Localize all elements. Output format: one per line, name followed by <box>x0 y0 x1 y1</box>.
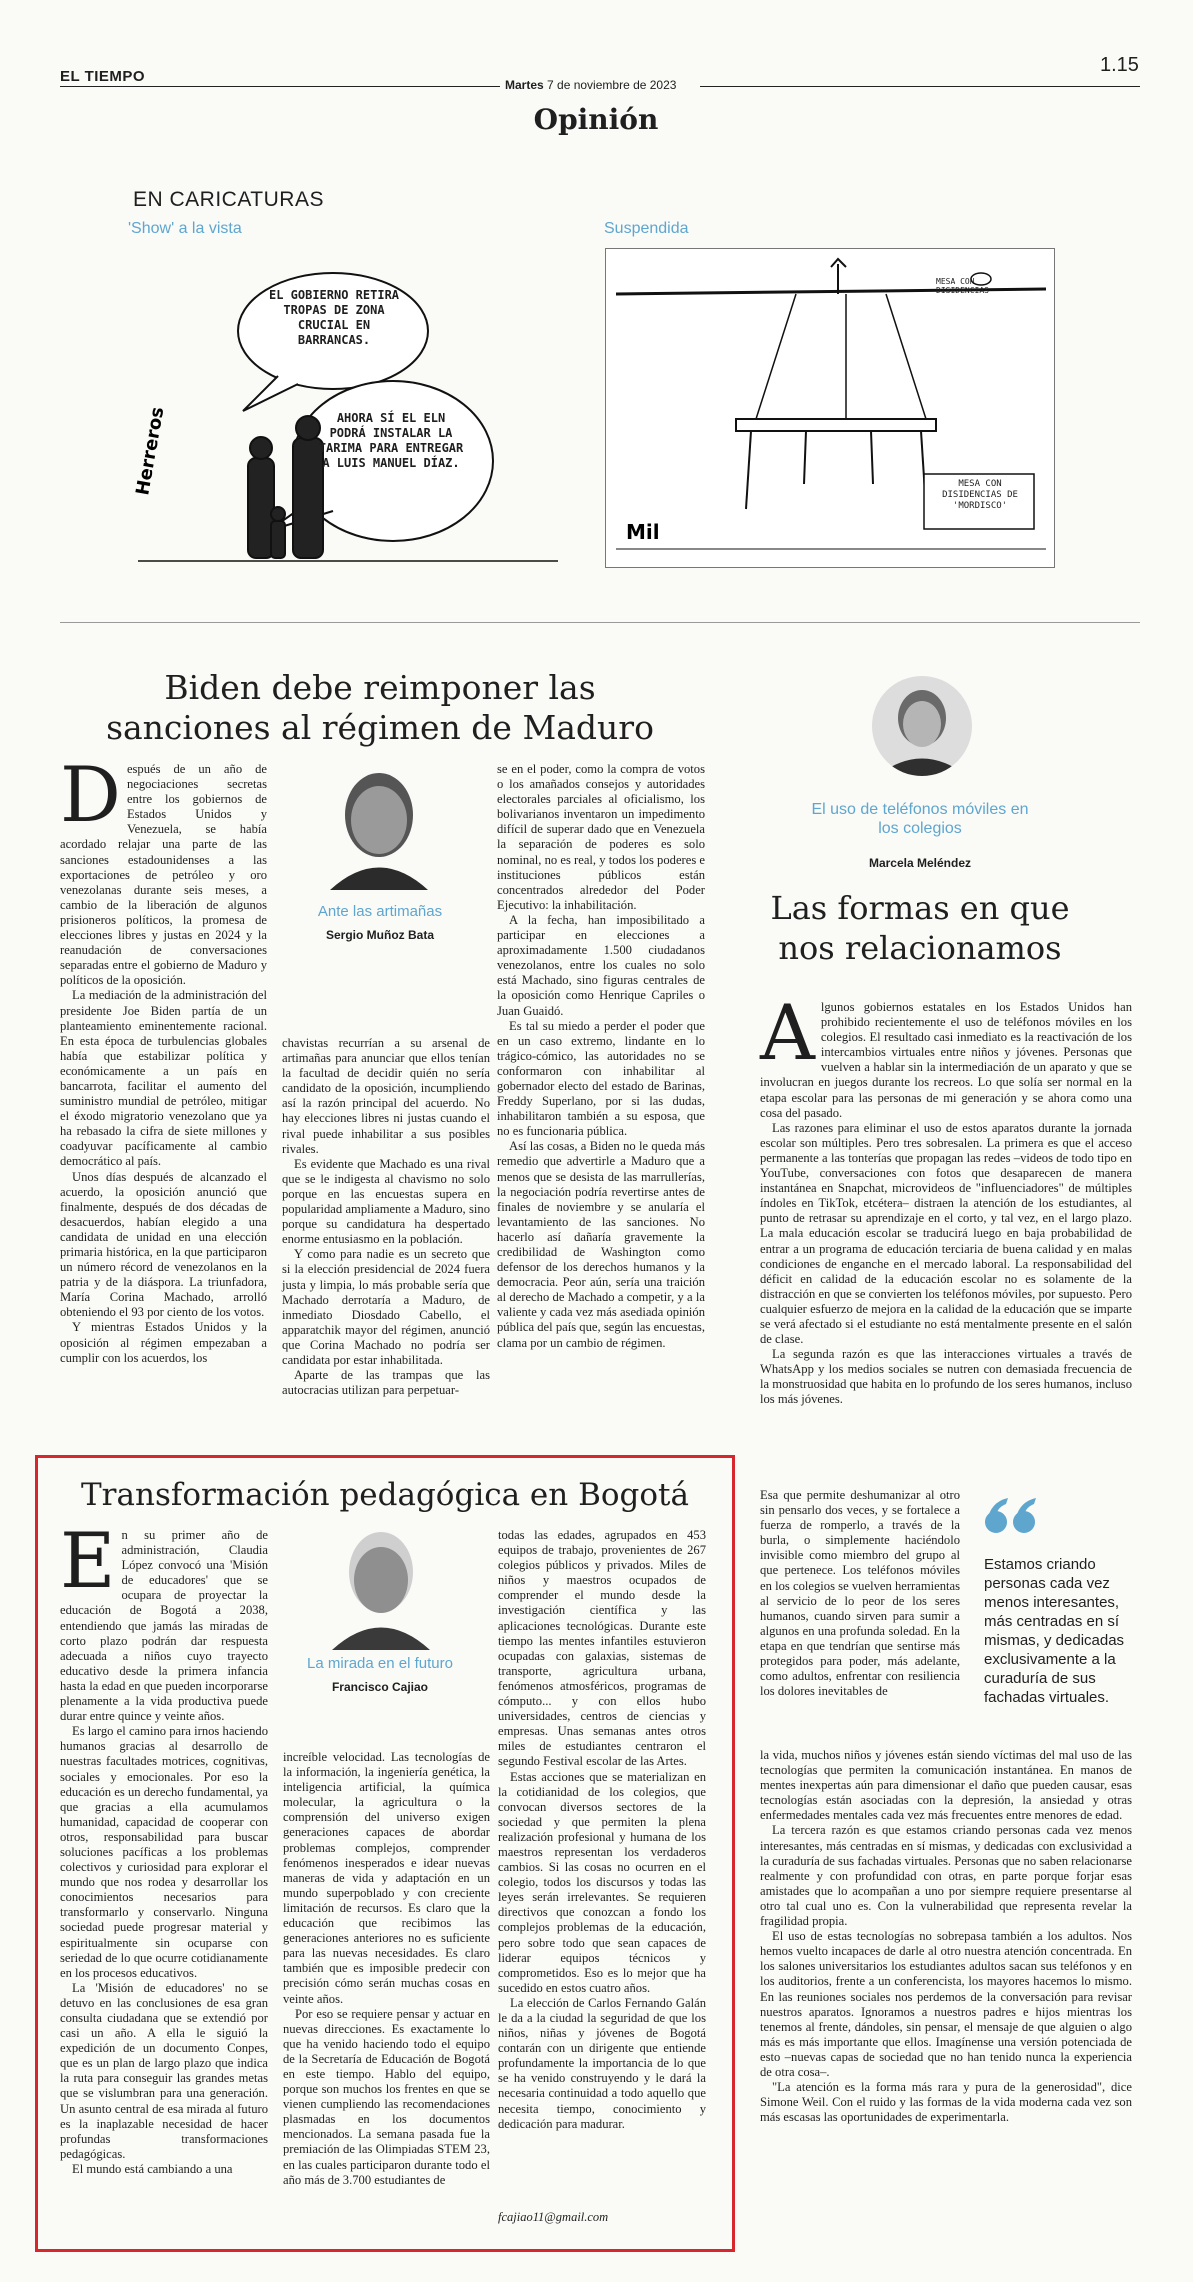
article2-col3-p2: Estas acciones que se materializan en la cotidianidad de los colegios, que convocan diversos sectores de la sociedad y que permiten la plena realización profesional y humana de los maestros representan los verdaderos cambios. Si las cosas no ocurren en el colegio, todos los discursos y todas las leyes serán irrelevantes. Se requieren directivos que conozcan a fondo los complejos problemas de la educación, pero sobre todo que sean capaces de liderar equipos técnicos y comprometidos. Eso es lo mejor que ha sucedido en estos cuatro años. <box>498 1769 706 1995</box>
article3-col-mid <box>760 1488 960 1699</box>
header-rule-right <box>700 86 1140 87</box>
article1-col2 <box>282 1036 490 1398</box>
article1-col2-p1: chavistas recurrían a su arsenal de artimañas para anunciar que ellos tenían la facultad de decidir quién no sería candidato de la oposición, incumpliendo así la razón principal del acuerdo. No hay elecciones libres ni justas cuando el rival puede inhabilitar a sus posibles rivales. <box>282 1036 490 1156</box>
article3-top-p3: La segunda razón es que las interacciones virtuales a través de WhatsApp y los medios sociales se nutren con demasiada frecuencia de la monstruosidad que habita en lo profundo de los seres humanos, incluso los más jóvenes. <box>760 1347 1132 1407</box>
article1-col1-p2: La mediación de la administración del presidente Joe Biden partía de un planteamiento eminentemente racional. En esta época de turbulencias globales había que estabilizar política y económicamente a un país en bancarrota, facilitar el aumento del suministro mundial de petróleo, mitigar el éxodo migratorio venezolano que ya ha rebasado la cifra de siete millones y coadyuvar pacíficamente al cambio democrático al país. <box>60 988 267 1169</box>
article1-col3-p1: se en el poder, como la compra de votos o los amañados consejos y autoridades electorales parciales al oficialismo, los bolivarianos inventaron un impedimento difícil de superar dado que en Venezuela la separación de poderes es solo nominal, no es real, y todos los poderes e instituciones públicos están concentrados alrededor del Poder Ejecutivo: la inhabilitación. <box>497 762 705 912</box>
cartoon-right-signature: Mil <box>626 520 660 544</box>
article2-col3-p3: La elección de Carlos Fernando Galán le da a la ciudad la seguridad de que los niños, niñas y jóvenes de Bogotá contarán con un dirigente que entiende profundamente la importancia de lo que se ha venido construyendo y le dará la necesaria continuidad a todo aquello que necesita tiempo, conocimiento y dedicación para madurar. <box>498 1995 706 2131</box>
article3-author-photo <box>872 676 972 776</box>
newspaper-logo: EL TIEMPO <box>60 68 146 85</box>
article1-col3 <box>497 762 705 1351</box>
article1-col1-p3: Unos días después de alcanzado el acuerdo, la oposición anunció que finalmente, después de dos décadas de desacuerdos, habían elegido a una candidata de unidad en una elección primaria histórica, en la que participaron un número récord de venezolanos en la patria y de la diáspora. La triunfadora, María Corina Machado, arrolló obteniendo el 93 por ciento de los votos. <box>60 1169 267 1320</box>
article2-col2-p1: increíble velocidad. Las tecnologías de la información, la ingeniería genética, la inteligencia artificial, la química molecular, la agricultura o la comprensión del universo exigen generaciones capaces de abordar problemas complejos, comprender fenómenos inesperados e idear nuevas maneras de vida y adaptación en un mundo superpoblado y con creciente limitación de recursos. Es claro que la educación que recibimos las generaciones anteriores no es suficiente para las nuevas necesidades. Es claro también que es imposible predecir con precisión cómo serán muchas cosas en veinte años. <box>283 1750 490 2006</box>
article3-author: Marcela Meléndez <box>868 856 972 870</box>
article2-col2-p2: Por eso se requiere pensar y actuar en nuevas direcciones. Es exactamente lo que ha venido haciendo todo el equipo de la Secretaría de Educación de Bogotá en este tiempo. Hablo del equipo, porque son muchos los frentes en que se vienen cumpliendo las recomendaciones plasmadas en los documentos mencionados. La semana pasada fue la premiación de las Olimpiadas STEM 23, en las cuales participaron durante todo el año más de 3.700 estudiantes de <box>283 2006 490 2187</box>
article1-col2-p4: Aparte de las trampas que las autocracias utilizan para perpetuar- <box>282 1368 490 1398</box>
article1-col2-p2: Es evidente que Machado es una rival que se le indigesta al chavismo no solo porque en las encuestas supera en popularidad ampliamente a Maduro, sino porque su candidatura ha despertado enorme entusiasmo en la población. <box>282 1156 490 1247</box>
article2-dropcap: E <box>60 1516 116 1605</box>
article3-headline: Las formas en que nos relacionamos <box>770 889 1070 967</box>
date-day: Martes <box>505 78 544 92</box>
article1-author: Sergio Muñoz Bata <box>325 928 434 942</box>
article3-col-bottom <box>760 1748 1132 2125</box>
article2-col3-p1: todas las edades, agrupados en 453 equipos de trabajo, provenientes de 267 colegios públicos y privados. Miles de niños y maestros ocupados de comprender el mundo desde la investigación científica y las aplicaciones tecnológicas. Durante este tiempo las mentes infantiles estuvieron ocupadas con galaxias, sistemas de transporte, agricultura urbana, fenómenos atmosféricos, programas de cómputo... y con ellos hubo universidades, centros de ciencias y empresas. Unas semanas antes otros miles de estudiantes centraron el segundo Festival escolar de las Artes. <box>498 1528 706 1769</box>
article2-col1-p4: El mundo está cambiando a una <box>72 2161 233 2176</box>
article2-email: fcajiao11@gmail.com <box>498 2210 609 2224</box>
article3-bottom-p4: "La atención es la forma más rara y pura de la generosidad", dice Simone Weil. Con el ruido y las formas de la vida moderna cada vez son más escasas las oportunidades de experimentarla. <box>760 2080 1132 2125</box>
cartoon-right-bird-label: MESA CON DISIDENCIAS <box>936 277 989 295</box>
article1-col1-p1: espués de un año de negociaciones secretas entre los gobiernos de Estados Unidos y Venezuela, se había acordado relajar una parte de las sanciones estadounidenses a las exportaciones de petróleo y oro venezolanas durante seis meses, a cambio de la liberación de algunos prisioneros políticos, la promesa de elecciones libres y justas en 2024 y la reanudación de conversaciones separadas entre el gobierno de Maduro y políticos de la oposición. <box>60 762 267 988</box>
article2-col1 <box>60 1516 268 2177</box>
page-number: 1.15 <box>1100 54 1139 76</box>
cartoons-bottom-rule <box>60 622 1140 623</box>
cartoon-bubble-1: EL GOBIERNO RETIRA TROPAS DE ZONA CRUCIAL EN BARRANCAS. <box>268 288 400 347</box>
article2-headline: Transformación pedagógica en Bogotá <box>81 1477 689 1513</box>
article1-col3-p3: Es tal su miedo a perder el poder que en un caso extremo, lindante en lo trágico-cómico, las autoridades no se conformaron con inhabilitar al gobernador electo del estado de Barinas, Freddy Superlano, por si las dudas, inhabilitaron también a su esposa, que no es funcionaria pública. <box>497 1018 705 1139</box>
cartoon-right-drawing <box>606 249 1054 567</box>
article2-col1-p3: La 'Misión de educadores' no se detuvo en las conclusiones de esa gran consulta ciudadana que se extendió por casi un año. A ella le siguió la expedición de un documento Conpes, que es un plan de largo plazo que indica la ruta para conseguir las grandes metas que se vislumbran para una generación. Un asunto central de esa mirada al futuro es la inaplazable necesidad de hacer profundas transformaciones pedagógicas. <box>60 1980 268 2161</box>
cartoon-left-signature: Herreros <box>132 405 169 497</box>
article3-kicker: El uso de teléfonos móviles en los colegios <box>811 801 1029 837</box>
quote-icon <box>982 1492 1042 1542</box>
issue-date <box>505 78 676 92</box>
article2-col1-p2: Es largo el camino para irnos haciendo humanos gracias al desarrollo de nuestras facultades motrices, cognitivas, sociales y emocionales. Por eso la educación es un derecho fundamental, ya que gracias a ella acumulamos humanidad, capacidad de cooperar con otros, responsabilidad para buscar soluciones pacíficas a los problemas colectivos y curiosidad para explorar el mundo que nos rodea y desarrollar los conocimientos necesarios para transformarlo y conservarlo. Ninguna sociedad puede progresar material y espiritualmente sin ocuparse con seriedad de lo que ocurre cotidianamente en los procesos educativos. <box>60 1724 268 1980</box>
article3-top-p1: lgunos gobiernos estatales en los Estados Unidos han prohibido recientemente el uso de teléfonos móviles en los colegios. El resultado casi inmediato es la reactivación de los intercambios virtuales entre niños y jóvenes. Personas que vuelven a hablar sin la intermediación de un aparato y que se involucran en juegos durante los recreos. Lo que solía ser normal en la etapa escolar para las personas de mi generación y se ahora como una cosa del pasado. <box>760 1000 1132 1120</box>
pull-quote: Estamos criando personas cada vez menos interesantes, más centradas en sí mismas, y dedicadas exclusivamente a la curaduría de sus fachadas virtuales. <box>984 1556 1125 1706</box>
cartoon-right-title: Suspendida <box>604 220 689 237</box>
article2-col1-p1: n su primer año de administración, Claudia López convocó una 'Misión de educadores' que se ocupara de proyectar la educación de Bogotá a 2038, entendiendo que jamás las miradas de corto plazo podrán dar respuesta adecuada a niños cuyo trayecto educativo desde la primera infancia hasta la edad en que pueden incorporarse plenamente a la vida productiva puede durar entre quince y veinte años. <box>60 1528 268 1724</box>
date-rest: 7 de noviembre de 2023 <box>543 78 677 92</box>
article1-dropcap: D <box>60 750 121 839</box>
article2-col2 <box>283 1750 490 2188</box>
cartoon-right-box-label: MESA CON DISIDENCIAS DE 'MORDISCO' <box>942 479 1018 511</box>
cartoon-bubble-2: AHORA SÍ EL ELN PODRÁ INSTALAR LA TARIMA PARA ENTREGAR A LUIS MANUEL DÍAZ. <box>318 411 464 470</box>
article3-top-p2: Las razones para eliminar el uso de estos aparatos durante la jornada escolar son múltiples. Pero tres sobresalen. La primera es que el acceso permanente a las tonterías que propagan las redes –videos de todo tipo en YouTube, conversaciones con fotos que desaparecen de manera instantánea en Snapchat, microvideos de "influenciadores" de múltiples índoles en TikTok, etcétera– distraen la atención de los estudiantes, al punto de retrasar su aprendizaje en el corto, y tal vez, en el largo plazo. La mala educación escolar se traducirá luego en baja probabilidad de entrar a un programa de educación terciaria de buena calidad y en malas condiciones de enganche en el mercado laboral. La responsabilidad del déficit en calidad de la educación escolar no es solamente de la distracción en que se convierten los teléfonos móviles, por supuesto. Pero cualquier esfuerzo de mejora en la calidad de la educación que se imparte se verá afectado si el estudiante no está mentalmente presente en el salón de clase. <box>760 1120 1132 1347</box>
cartoons-heading: EN CARICATURAS <box>133 188 324 211</box>
article1-author-photo <box>320 760 438 890</box>
article3-dropcap: A <box>760 988 815 1077</box>
cartoon-left <box>128 246 568 576</box>
article1-col1 <box>60 750 267 1366</box>
article3-bottom-p3: El uso de estas tecnologías no sobrepasa también a los adultos. Nos hemos vuelto incapaces de darle al otro nuestra atención concentrada. En los salones universitarios los estudiantes adultos sacan sus teléfonos y en los auditorios, frente a un conferencista, los mayores hacemos lo mismo. En las reuniones sociales nos perdemos de la conversación para revisar nuestros aparatos. Ignoramos a nuestros padres e hijos mientras los tenemos al frente, dándoles, sin pensar, el mensaje de que alguien o algo más es más importante que ellos. Imagínense una versión potenciada de esto –nuevas capas de sociedad que no han tenido nunca la experiencia de otra cosa–. <box>760 1929 1132 2079</box>
article3-bottom-p1: la vida, muchos niños y jóvenes están siendo víctimas del mal uso de las tecnologías que permiten la comunicación instantánea. En manos de mentes inexpertas aún para dimensionar el daño que pueden causar, esas tecnologías están asociadas con la depresión, la ansiedad y otras enfermedades mentales cada vez más frecuentes entre menores de edad. <box>760 1748 1132 1823</box>
article3-mid-p1: Esa que permite deshumanizar al otro sin pensarlo dos veces, y se fortalece a fuerza de romperlo, a través de la burla, o simplemente haciéndolo invisible como miembro del grupo al que pertenece. Los teléfonos móviles en los colegios se vuelven herramientas al servicio de lo peor de los seres humanos, cuando sirven para sumir a algunos en una profunda soledad. En la etapa en que tendrían que sentirse más protegidos para poder, más adelante, como adultos, enfrentar con resiliencia los dolores inevitables de <box>760 1488 960 1699</box>
article1-col3-p2: A la fecha, han imposibilitado a participar en elecciones a aproximadamente 1.500 ciudadanos venezolanos, entre los cuales no solo está Machado, sino figuras centrales de la oposición como Henrique Capriles o Juan Guaidó. <box>497 912 705 1018</box>
article1-col2-p3: Y como para nadie es un secreto que si la elección presidencial de 2024 fuera justa y limpia, lo más probable sería que Machado derrotaría a Maduro, de inmediato Diosdado Cabello, el apparatchik mayor del régimen, anunció que Corina Machado no podría ser candidata por estar inhabilitada. <box>282 1247 490 1367</box>
header-rule-left <box>60 86 500 87</box>
article3-bottom-p2: La tercera razón es que estamos criando personas cada vez menos interesantes, más centradas en sí mismas, y dedicadas con exclusividad a la curaduría de sus fachadas virtuales. Personas que no saben relacionarse realmente y con profundidad con otras, en parte porque forjar esas amistades que lo acompañan a uno por siempre requiere presentarse al otro tal cual uno es. Con la vulnerabilidad que representa revelar la fragilidad propia. <box>760 1823 1132 1929</box>
article2-col3 <box>498 1528 706 2132</box>
article1-headline: Biden debe reimponer las sanciones al régimen de Maduro <box>106 668 654 747</box>
article1-kicker: Ante las artimañas <box>317 903 443 920</box>
article2-kicker: La mirada en el futuro <box>307 1655 453 1672</box>
section-title: Opinión <box>533 103 659 136</box>
article1-col1-p4: Y mientras Estados Unidos y la oposición al régimen empezaban a cumplir con los acuerdos, los <box>60 1320 267 1365</box>
cartoon-left-title: 'Show' a la vista <box>128 220 242 237</box>
article1-col3-p4: Así las cosas, a Biden no le queda más remedio que advertirle a Maduro que a menos que se desista de las marrullerías, la negociación podría revertirse antes de finales de noviembre y se anularía el levantamiento de las sanciones. No hacerlo así dañaría gravemente la credibilidad de Washington como defensor de los derechos humanos y la democracia. Peor aún, sería una traición al derecho de Machado a competir, y a la valiente y cada vez más asediada opinión pública del país que, según las encuestas, clama por un cambio de régimen. <box>497 1139 705 1350</box>
article2-author: Francisco Cajiao <box>331 1680 429 1694</box>
article3-col-top <box>760 988 1132 1408</box>
article2-author-photo <box>322 1520 440 1650</box>
cartoon-right <box>605 248 1055 568</box>
